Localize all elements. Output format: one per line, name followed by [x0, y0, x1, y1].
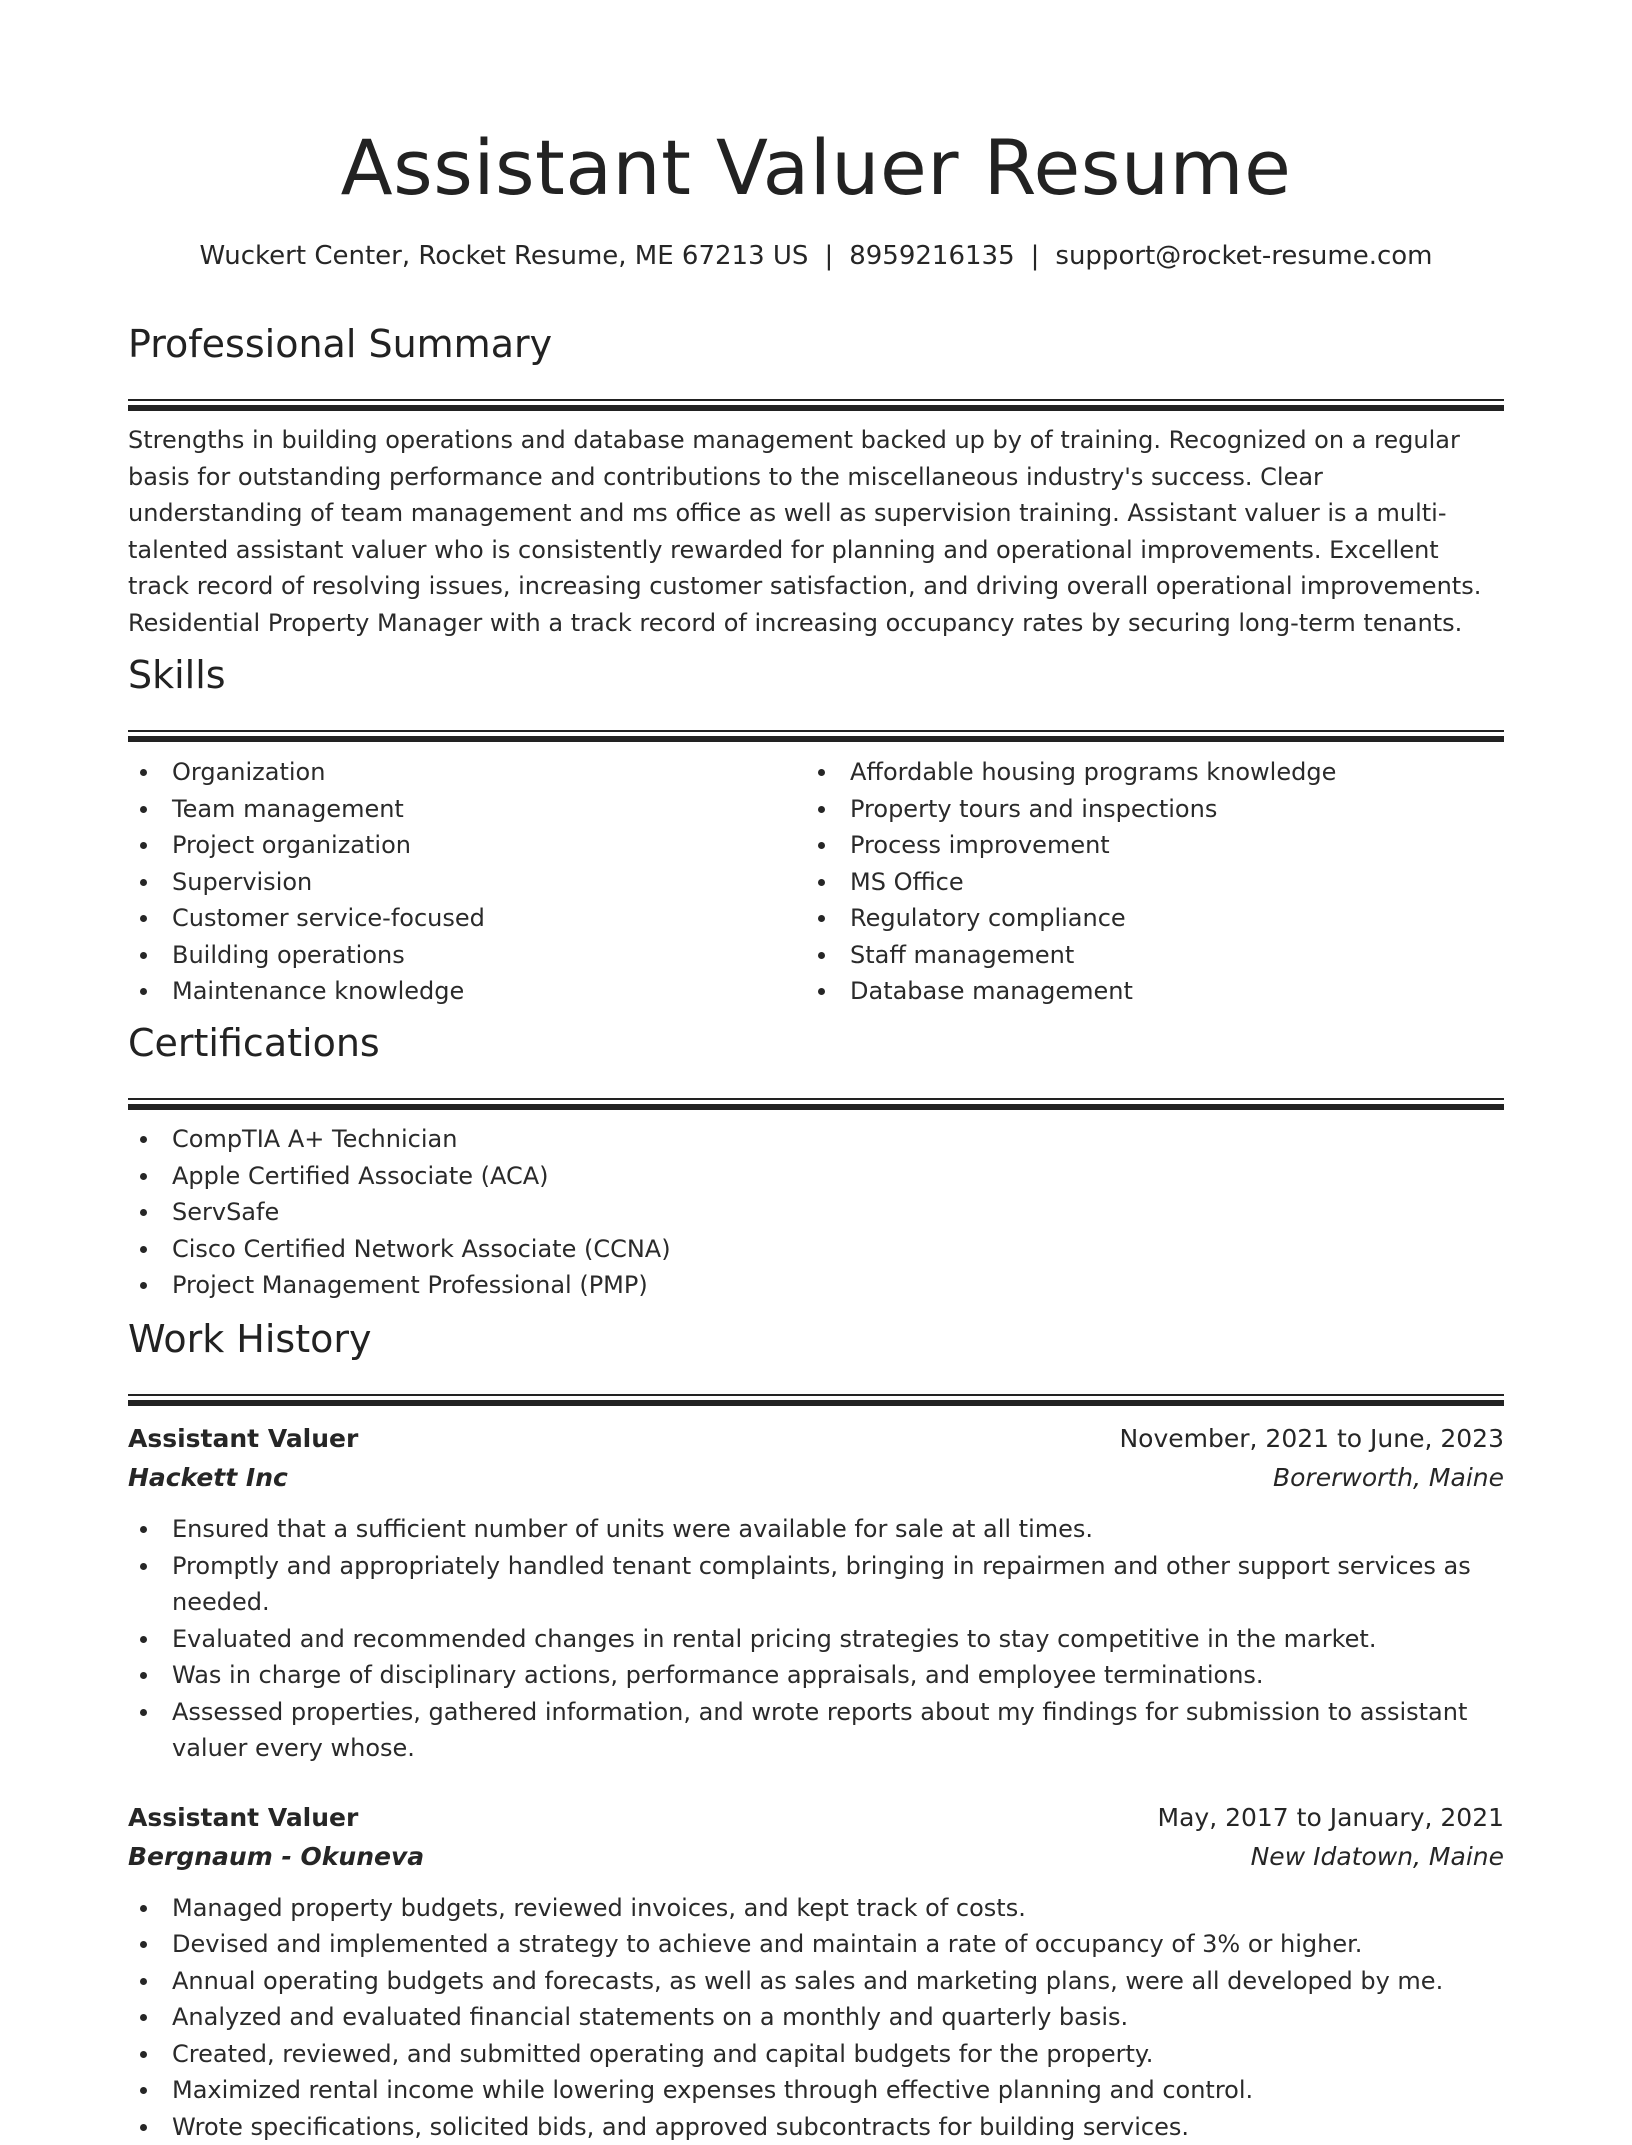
- section-heading-skills: Skills: [128, 650, 1504, 700]
- job-duty-item: Analyzed and evaluated financial statements on a monthly and quarterly basis.: [128, 1999, 1504, 2036]
- job-duty-item: Created, reviewed, and submitted operating and capital budgets for the property.: [128, 2036, 1504, 2073]
- certification-item: ServSafe: [128, 1194, 1504, 1231]
- job-location: New Idatown, Maine: [1251, 1837, 1504, 1877]
- section-divider: [128, 730, 1504, 742]
- section-certifications: [128, 1018, 1504, 1304]
- job-duty-item: Wrote specifications, solicited bids, and approved subcontracts for building services.: [128, 2109, 1504, 2145]
- section-heading-summary: Professional Summary: [128, 319, 1504, 369]
- section-divider: [128, 1394, 1504, 1406]
- job-dates: May, 2017 to January, 2021: [1158, 1799, 1504, 1837]
- certification-item: Project Management Professional (PMP): [128, 1267, 1504, 1304]
- skills-list-left: [128, 754, 806, 1010]
- skill-item: Project organization: [128, 827, 806, 864]
- job-entry: [128, 1799, 1504, 2145]
- job-duty-item: Maximized rental income while lowering expenses through effective planning and control.: [128, 2072, 1504, 2109]
- job-subheader: [128, 1837, 1504, 1877]
- job-duties-list: [128, 1511, 1504, 1767]
- section-work-history: [128, 1314, 1504, 2145]
- job-dates: November, 2021 to June, 2023: [1119, 1420, 1504, 1458]
- skill-item: Process improvement: [806, 827, 1484, 864]
- contact-phone: 8959216135: [849, 241, 1014, 271]
- contact-separator: |: [1031, 236, 1040, 276]
- contact-separator: |: [824, 236, 833, 276]
- job-location: Borerworth, Maine: [1273, 1458, 1504, 1498]
- section-professional-summary: [128, 319, 1504, 642]
- section-heading-certifications: Certifications: [128, 1018, 1504, 1068]
- job-duty-item: Promptly and appropriately handled tenant complaints, bringing in repairmen and other support services as needed.: [128, 1548, 1504, 1621]
- contact-line: [128, 236, 1504, 276]
- skills-columns: [128, 754, 1504, 1010]
- job-header: [128, 1799, 1504, 1837]
- contact-email[interactable]: support@rocket-resume.com: [1055, 241, 1432, 271]
- skill-item: Customer service-focused: [128, 900, 806, 937]
- job-company: Bergnaum - Okuneva: [128, 1837, 424, 1877]
- section-heading-work-history: Work History: [128, 1314, 1504, 1364]
- certification-item: Apple Certified Associate (ACA): [128, 1158, 1504, 1195]
- job-subheader: [128, 1458, 1504, 1498]
- skills-list-right: [806, 754, 1484, 1010]
- job-duty-item: Devised and implemented a strategy to achieve and maintain a rate of occupancy of 3% or higher.: [128, 1926, 1504, 1963]
- skill-item: Team management: [128, 791, 806, 828]
- section-divider: [128, 1098, 1504, 1110]
- skill-item: Affordable housing programs knowledge: [806, 754, 1484, 791]
- job-company: Hackett Inc: [128, 1458, 288, 1498]
- skill-item: Property tours and inspections: [806, 791, 1484, 828]
- skill-item: Regulatory compliance: [806, 900, 1484, 937]
- section-divider: [128, 399, 1504, 411]
- skill-item: Organization: [128, 754, 806, 791]
- certification-item: Cisco Certified Network Associate (CCNA): [128, 1231, 1504, 1268]
- skill-item: Maintenance knowledge: [128, 973, 806, 1010]
- job-title: Assistant Valuer: [128, 1799, 358, 1837]
- skill-item: MS Office: [806, 864, 1484, 901]
- skill-item: Supervision: [128, 864, 806, 901]
- resume-title: Assistant Valuer Resume: [128, 118, 1504, 218]
- job-duty-item: Assessed properties, gathered information, and wrote reports about my findings for submission to assistant valuer every whose.: [128, 1694, 1504, 1767]
- job-duty-item: Evaluated and recommended changes in rental pricing strategies to stay competitive in the market.: [128, 1621, 1504, 1658]
- certifications-list: [128, 1121, 1504, 1304]
- job-duties-list: [128, 1890, 1504, 2145]
- skill-item: Staff management: [806, 937, 1484, 974]
- certification-item: CompTIA A+ Technician: [128, 1121, 1504, 1158]
- skill-item: Building operations: [128, 937, 806, 974]
- job-entry: [128, 1420, 1504, 1767]
- skill-item: Database management: [806, 973, 1484, 1010]
- section-skills: [128, 650, 1504, 1010]
- contact-address: Wuckert Center, Rocket Resume, ME 67213 US: [199, 241, 808, 271]
- summary-text: Strengths in building operations and database management backed up by of training. Recognized on a regular basis for outstanding performance and contributions to the miscellaneous industry's success. Clear understanding of team management and ms office as well as supervision training. Assistant valuer is a multi-talented assistant valuer who is consistently rewarded for planning and operational improvements. Excellent track record of resolving issues, increasing customer satisfaction, and driving overall operational improvements. Residential Property Manager with a track record of increasing occupancy rates by securing long-term tenants.: [128, 422, 1504, 642]
- job-header: [128, 1420, 1504, 1458]
- job-title: Assistant Valuer: [128, 1420, 358, 1458]
- job-duty-item: Ensured that a sufficient number of units were available for sale at all times.: [128, 1511, 1504, 1548]
- job-duty-item: Was in charge of disciplinary actions, performance appraisals, and employee terminations.: [128, 1657, 1504, 1694]
- job-duty-item: Annual operating budgets and forecasts, as well as sales and marketing plans, were all developed by me.: [128, 1963, 1504, 2000]
- job-duty-item: Managed property budgets, reviewed invoices, and kept track of costs.: [128, 1890, 1504, 1927]
